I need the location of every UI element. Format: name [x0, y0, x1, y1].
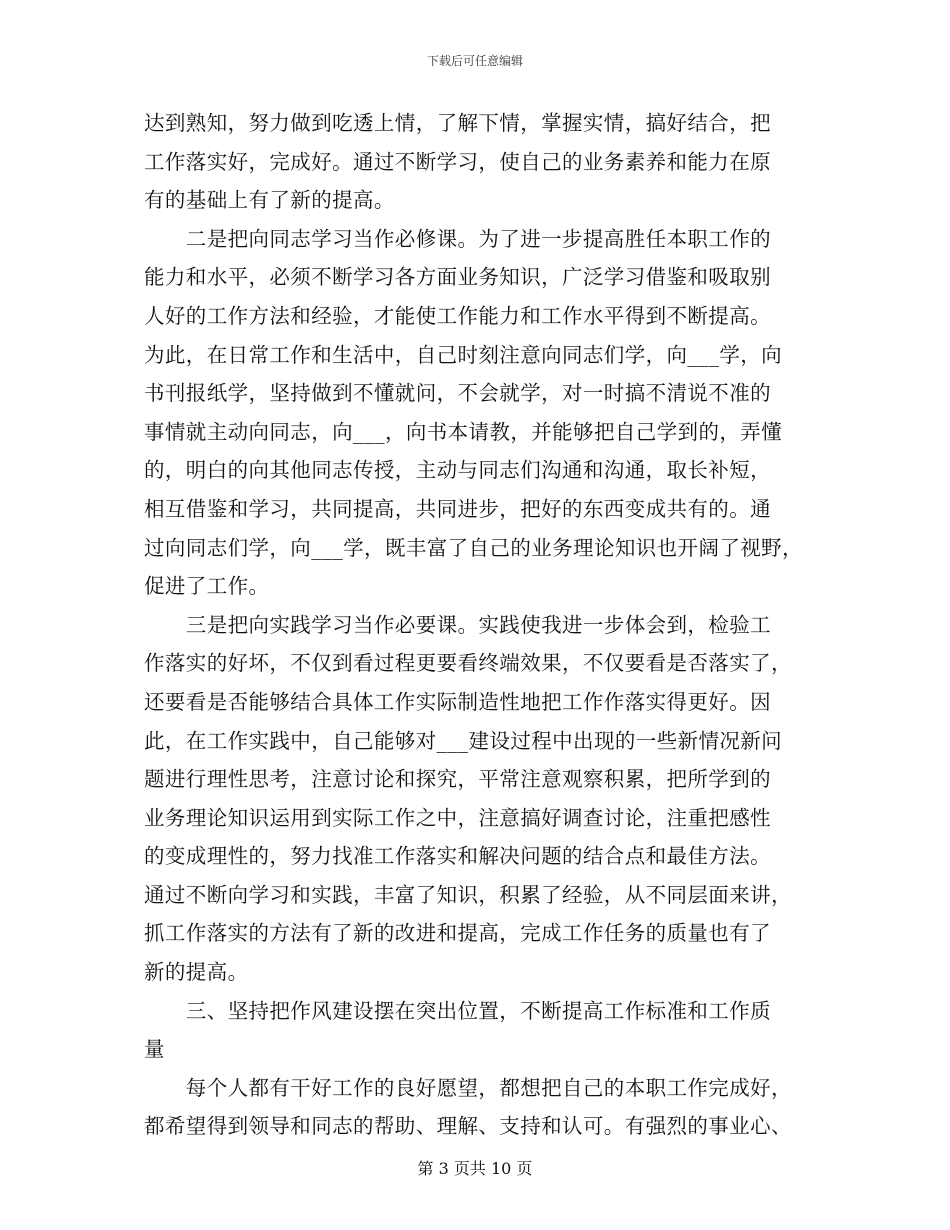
text-line: 能力和水平，必须不断学习各方面业务知识，广泛学习借鉴和吸取别 — [144, 265, 771, 290]
text-line: 题进行理性思考，注意讨论和探究，平常注意观察积累，把所学到的 — [144, 767, 771, 792]
text-line: 二是把向同志学习当作必修课。为了进一步提高胜任本职工作的 — [144, 226, 771, 251]
text-line: 事情就主动向同志，向___，向书本请教，并能够把自己学到的，弄懂 — [144, 419, 783, 444]
text-line: 通过不断向学习和实践，丰富了知识，积累了经验，从不同层面来讲， — [144, 882, 792, 907]
text-line: 促进了工作。 — [144, 574, 270, 599]
text-line: 达到熟知，努力做到吃透上情，了解下情，掌握实情，搞好结合，把 — [144, 111, 771, 135]
document-body — [144, 104, 824, 1146]
text-line: 业务理论知识运用到实际工作之中，注意搞好调查讨论，注重把感性 — [144, 805, 771, 830]
text-line: 作落实的好坏，不仅到看过程更要看终端效果，不仅要看是否落实了， — [144, 651, 792, 676]
text-line: 新的提高。 — [144, 960, 249, 985]
text-line: 三、坚持把作风建设摆在突出位置，不断提高工作标准和工作质 — [144, 998, 771, 1023]
text-line: 三是把向实践学习当作必要课。实践使我进一步体会到，检验工 — [144, 612, 771, 637]
text-line: 过向同志们学，向___学，既丰富了自己的业务理论知识也开阔了视野， — [144, 535, 803, 560]
text-line: 每个人都有干好工作的良好愿望，都想把自己的本职工作完成好， — [144, 1075, 792, 1100]
text-line: 抓工作落实的方法有了新的改进和提高，完成工作任务的质量也有了 — [144, 921, 771, 946]
text-line: 有的基础上有了新的提高。 — [144, 188, 395, 213]
page-footer: 第 3 页共 10 页 — [417, 1159, 533, 1178]
text-line: 工作落实好，完成好。通过不断学习，使自己的业务素养和能力在原 — [144, 149, 771, 174]
text-line: 人好的工作方法和经验，才能使工作能力和工作水平得到不断提高。 — [144, 303, 771, 328]
text-line: 量 — [144, 1037, 165, 1062]
text-line: 书刊报纸学，坚持做到不懂就问，不会就学，对一时搞不清说不准的 — [144, 381, 771, 406]
text-line: 此，在工作实践中，自己能够对___建设过程中出现的一些新情况新问 — [144, 728, 783, 753]
page-header: 下载后可任意编辑 — [426, 54, 523, 68]
text-line: 的，明白的向其他同志传授，主动与同志们沟通和沟通，取长补短， — [144, 458, 771, 483]
text-line: 还要看是否能够结合具体工作实际制造性地把工作作落实得更好。因 — [144, 689, 771, 714]
text-line: 为此，在日常工作和生活中，自己时刻注意向同志们学，向___学，向 — [144, 342, 783, 367]
text-line: 相互借鉴和学习，共同提高，共同进步，把好的东西变成共有的。通 — [144, 496, 771, 521]
text-line: 都希望得到领导和同志的帮助、理解、支持和认可。有强烈的事业心、 — [144, 1114, 792, 1139]
text-line: 的变成理性的，努力找准工作落实和解决问题的结合点和最佳方法。 — [144, 844, 771, 869]
